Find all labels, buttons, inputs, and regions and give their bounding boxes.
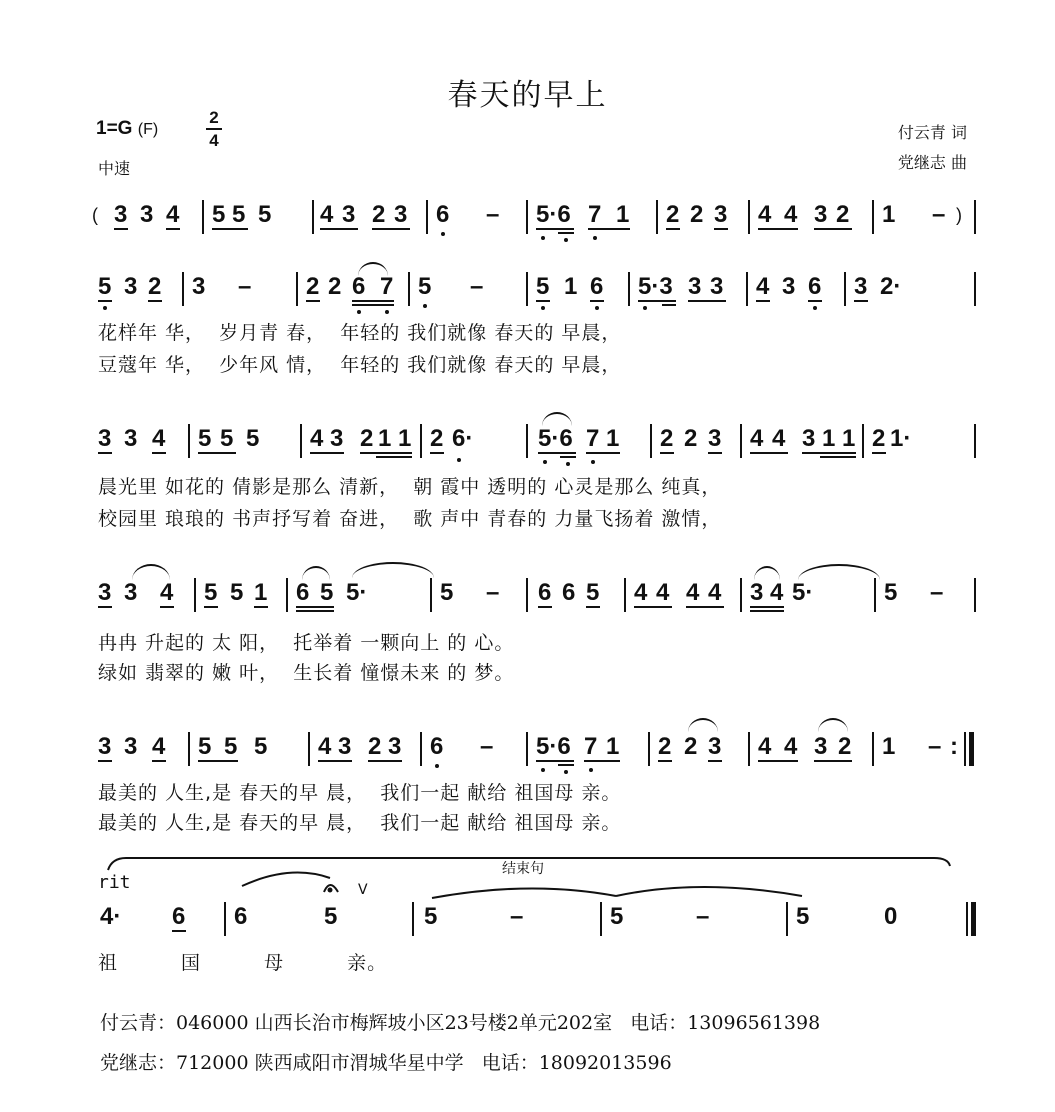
note: 2 <box>684 425 698 452</box>
note: 5 <box>884 579 898 606</box>
note: 6 <box>172 903 186 930</box>
note: – <box>238 273 252 300</box>
final-bar-thin <box>966 902 968 936</box>
note: 6 <box>430 733 444 760</box>
lyric-row-2-verse-1: 花样年 华， 岁月青 春， 年轻的 我们就像 春天的 早晨， <box>98 322 622 344</box>
note: 2 <box>360 425 374 452</box>
note: 3 <box>140 201 154 228</box>
note: 4 <box>686 579 700 606</box>
lyric-row-3-verse-1: 晨光里 如花的 倩影是那么 清新， 朝 霞中 透明的 心灵是那么 纯真， <box>98 476 722 498</box>
note: 6· <box>452 425 474 452</box>
note: 6 <box>590 273 604 300</box>
score-row-6 <box>90 902 980 942</box>
note: 1 <box>616 201 630 228</box>
note: 0 <box>884 903 898 930</box>
note: – <box>930 579 944 606</box>
note: – <box>486 579 500 606</box>
note: 3 <box>192 273 206 300</box>
note: 6 <box>234 903 248 930</box>
time-bottom: 4 <box>209 131 219 150</box>
note: 4 <box>756 273 770 300</box>
time-top: 2 <box>209 108 219 127</box>
note: 4 <box>160 579 174 606</box>
note: 3 <box>98 425 112 452</box>
open-paren: ( <box>92 205 98 225</box>
note: 1 <box>398 425 412 452</box>
note: 3 <box>338 733 352 760</box>
bar-line <box>600 902 602 936</box>
note: 2 <box>368 733 382 760</box>
note: 6 <box>562 579 576 606</box>
note: – <box>510 903 524 930</box>
note: 2 <box>430 425 444 452</box>
note: 5 <box>212 201 226 228</box>
note: 3 <box>854 273 868 300</box>
note: 3 <box>750 579 764 606</box>
note: 5 <box>536 273 550 300</box>
footer-contact-lyricist: 付云青：046000 山西长治市梅辉坡小区23号楼2单元202室 电话：13096561398 <box>100 1012 821 1034</box>
note: 2 <box>838 733 852 760</box>
note: 6 <box>808 273 822 300</box>
note: 4 <box>634 579 648 606</box>
bar-line <box>786 902 788 936</box>
note: 4 <box>152 425 166 452</box>
note: 5 <box>220 425 234 452</box>
note: 7 <box>380 273 394 300</box>
note: 6 <box>296 579 310 606</box>
note: 1 <box>882 733 896 760</box>
composer-credit: 党继志 曲 <box>897 153 967 172</box>
note: 5·3 <box>638 273 673 300</box>
ending-label: 结束句 <box>502 861 544 877</box>
note: – <box>486 201 500 228</box>
note: – <box>928 733 942 760</box>
note: 3 <box>342 201 356 228</box>
note: 4 <box>708 579 722 606</box>
note: 3 <box>782 273 796 300</box>
note: 5 <box>586 579 600 606</box>
note: 5 <box>610 903 624 930</box>
note: 3 <box>708 425 722 452</box>
note: 6 <box>352 273 366 300</box>
note: 1 <box>842 425 856 452</box>
note: 4 <box>784 733 798 760</box>
note: 5 <box>204 579 218 606</box>
lyric-row-5-verse-1: 最美的 人生,是 春天的早 晨， 我们一起 献给 祖国母 亲。 <box>98 782 622 804</box>
lyric-row-5-verse-2: 最美的 人生,是 春天的早 晨， 我们一起 献给 祖国母 亲。 <box>98 812 622 834</box>
note: 2 <box>306 273 320 300</box>
lyric-row-2-verse-2: 豆蔻年 华， 少年风 情， 年轻的 我们就像 春天的 早晨， <box>98 354 622 376</box>
note: 1 <box>822 425 836 452</box>
note: – <box>696 903 710 930</box>
note: 1 <box>606 733 620 760</box>
repeat-colon: : <box>950 733 958 760</box>
note: 6 <box>436 201 450 228</box>
rit-marking: rit <box>98 872 131 893</box>
note: 4 <box>320 201 334 228</box>
note: 1 <box>254 579 268 606</box>
note: 5· <box>346 579 368 606</box>
note: 5 <box>424 903 438 930</box>
note: 5 <box>230 579 244 606</box>
note: 2 <box>372 201 386 228</box>
note: 5 <box>258 201 272 228</box>
note: 5 <box>198 425 212 452</box>
note: 3 <box>124 579 138 606</box>
close-paren: ) <box>956 205 962 225</box>
note: 4 <box>656 579 670 606</box>
note: 5 <box>198 733 212 760</box>
lyric-row-4-verse-1: 冉冉 升起的 太 阳， 托举着 一颗向上 的 心。 <box>98 632 515 654</box>
note: 3 <box>98 579 112 606</box>
note: 5 <box>224 733 238 760</box>
note: 2 <box>148 273 162 300</box>
bar-line <box>224 902 226 936</box>
note: – <box>932 201 946 228</box>
note: 3 <box>114 201 128 228</box>
note: 3 <box>124 425 138 452</box>
note: 5·6 <box>536 201 571 228</box>
note: 4 <box>758 733 772 760</box>
note: 1 <box>564 273 578 300</box>
note: 3 <box>394 201 408 228</box>
note: 3 <box>688 273 702 300</box>
breath-mark: V <box>358 882 368 898</box>
note: 4 <box>750 425 764 452</box>
lyric-row-3-verse-2: 校园里 琅琅的 书声抒写着 奋进， 歌 声中 青春的 力量飞扬着 激情， <box>98 508 722 530</box>
note: 3 <box>802 425 816 452</box>
note: 3 <box>814 733 828 760</box>
note: 1 <box>378 425 392 452</box>
note: 5 <box>254 733 268 760</box>
note: 6 <box>538 579 552 606</box>
note: 5 <box>320 579 334 606</box>
note: 1 <box>882 201 896 228</box>
tempo-marking: 中速 <box>98 159 131 178</box>
note: 3 <box>708 733 722 760</box>
note: 4 <box>152 733 166 760</box>
note: 4· <box>100 903 122 930</box>
note: 5·6 <box>538 425 573 452</box>
note: 3 <box>330 425 344 452</box>
note: 3 <box>98 733 112 760</box>
footer-contact-composer: 党继志：712000 陕西咸阳市渭城华星中学 电话：18092013596 <box>100 1052 672 1074</box>
note: 7 <box>588 201 602 228</box>
bar-line <box>412 902 414 936</box>
note: 5·6 <box>536 733 571 760</box>
note: 5 <box>324 903 338 930</box>
note: 2 <box>658 733 672 760</box>
note: 1 <box>606 425 620 452</box>
note: 4 <box>772 425 786 452</box>
note: – <box>470 273 484 300</box>
note: 2 <box>684 733 698 760</box>
key-main: 1=G <box>96 118 133 139</box>
note: 7 <box>584 733 598 760</box>
note: 4 <box>318 733 332 760</box>
note: 3 <box>388 733 402 760</box>
note: 2 <box>666 201 680 228</box>
lyric-row-6: 祖 国 母 亲。 <box>98 952 388 974</box>
note: 5 <box>418 273 432 300</box>
note: 1· <box>890 425 912 452</box>
note: 2· <box>880 273 902 300</box>
note: 5 <box>796 903 810 930</box>
note: 2 <box>690 201 704 228</box>
note: 5· <box>792 579 814 606</box>
note: 4 <box>784 201 798 228</box>
note: 3 <box>124 733 138 760</box>
note: 5 <box>232 201 246 228</box>
note: 4 <box>758 201 772 228</box>
note: 4 <box>310 425 324 452</box>
song-title: 春天的早上 <box>447 78 608 113</box>
note: 2 <box>328 273 342 300</box>
note: 5 <box>246 425 260 452</box>
note: 5 <box>98 273 112 300</box>
key-alt: (F) <box>137 121 159 138</box>
lyric-row-4-verse-2: 绿如 翡翠的 嫩 叶， 生长着 憧憬未来 的 梦。 <box>98 662 515 684</box>
note: 3 <box>814 201 828 228</box>
note: 3 <box>124 273 138 300</box>
note: 4 <box>166 201 180 228</box>
note: 2 <box>872 425 886 452</box>
note: 3 <box>710 273 724 300</box>
note: 3 <box>714 201 728 228</box>
lyricist-credit: 付云青 词 <box>897 123 967 142</box>
note: 2 <box>836 201 850 228</box>
note: 7 <box>586 425 600 452</box>
note: 2 <box>660 425 674 452</box>
note: – <box>480 733 494 760</box>
final-bar-thick <box>971 902 976 936</box>
note: 5 <box>440 579 454 606</box>
note: 4 <box>770 579 784 606</box>
